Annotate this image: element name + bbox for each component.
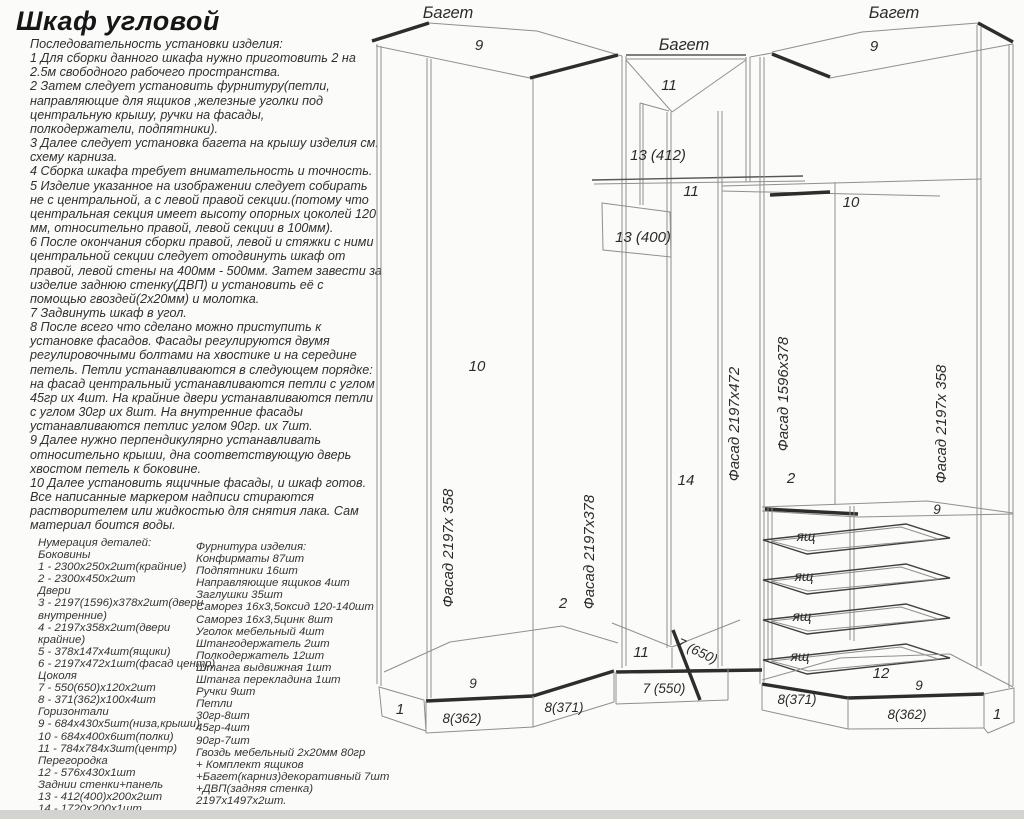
text-line: установке фасадов. Фасады регулируются двумя: [30, 334, 330, 349]
base-right-9-label: 9: [915, 678, 923, 693]
text-line: 45гр их 4шт. На крайние двери устанавливаются петли: [30, 390, 373, 405]
shelf-11-label: 11: [683, 183, 699, 200]
text-line: 13 - 412(400)х200х2шт: [38, 790, 163, 803]
text-line: 1 Для сборки данного шкафа нужно приготовить 2 на: [30, 51, 356, 66]
text-line: 4 Сборка шкафа требует внимательность и точность.: [30, 164, 373, 179]
facade-right-358-label: Фасад 2197х 358: [933, 364, 950, 484]
text-line: 11 - 784х784х3шт(центр): [38, 742, 178, 755]
center-section-lines: [592, 53, 805, 668]
text-line: хвостом петель к боковине.: [30, 461, 201, 476]
text-line: Штанга выдвижная 1шт: [196, 661, 332, 674]
text-line: внутренние): [38, 609, 107, 622]
text-line: 8 После всего что сделано можно приступить к: [30, 320, 322, 335]
text-line: устанавливаются петлис углом 90гр. их 7шт.: [30, 419, 313, 434]
base-left-8-362-label: 8(362): [442, 711, 482, 726]
text-line: Штангодержатель 2шт: [196, 637, 330, 650]
text-line: 7 - 550(650)х120х2шт: [38, 682, 156, 695]
facade-center-472-label: Фасад 2197х472: [726, 366, 743, 482]
text-line: 90гр-7шт: [196, 734, 250, 747]
text-line: направляющие для ящиков ,железные уголки под: [30, 93, 323, 108]
text-line: Двери: [38, 585, 71, 598]
text-line: 2 Затем следует установить фурнитуру(петли,: [30, 79, 330, 94]
text-line: центральная секция имеет высоту опорных цоколей 120: [30, 206, 376, 221]
text-line: 1 - 2300х250х2шт(крайние): [38, 561, 187, 574]
panel-13-400-label: 13 (400): [615, 229, 671, 246]
baget-label-left: Багет: [422, 4, 474, 22]
text-line: Штанга перекладина 1шт: [196, 674, 341, 687]
text-line: центральной секции следует отодвинуть шкаф от: [30, 249, 346, 264]
text-line: 10 - 684х400х6шт(полки): [38, 730, 174, 743]
roof-right-9-label: 9: [869, 38, 879, 55]
text-line: правой, левой стены на 400мм - 500мм. Затем завести за: [30, 263, 382, 278]
plinth-7-550-label: 7 (550): [642, 681, 686, 696]
partition-12-label: 12: [872, 665, 890, 682]
text-line: регулировочными болтами на хвостике и на середине: [30, 348, 357, 363]
text-line: + Комплект ящиков: [196, 758, 304, 771]
shelf-10-left-label: 10: [468, 358, 486, 375]
facade-right-1596-label: Фасад 1596х378: [775, 336, 792, 452]
text-line: Заднии стенки+панель: [38, 778, 164, 791]
text-line: Горизонтали: [38, 706, 109, 719]
text-line: Перегородка: [38, 754, 108, 767]
text-line: 6 - 2197х472х1шт(фасад центр): [38, 657, 216, 670]
text-line: Полкодержатель 12шт: [196, 649, 325, 662]
text-line: растворителем или жидкостью для снятия лака. Сам: [30, 504, 359, 519]
text-line: 2 - 2300х450х2шт: [38, 573, 136, 586]
num-2-left-label: 2: [558, 595, 568, 612]
text-line: относительно крыши, дна соответствующую дверь: [30, 447, 352, 462]
roof-center-11-label: 11: [661, 77, 677, 94]
text-line: +Багет(карниз)декоративный 7шт: [196, 770, 390, 783]
text-line: Заглушки 35шт: [196, 589, 283, 602]
roof-left-9-label: 9: [474, 37, 484, 54]
text-line: не с центральной, а с левой правой секции.(потому что: [30, 192, 369, 207]
text-line: Конфирматы 87шт: [196, 553, 305, 566]
base-right-8-362-label: 8(362): [887, 707, 927, 722]
text-line: Гвоздь мебельный 2х20мм 80гр: [196, 746, 366, 759]
plinth-7-650-label: 7 (650): [674, 635, 720, 667]
text-line: с углом 30гр их 8шт. На внутренние фасады: [30, 405, 303, 420]
text-line: помощью гвоздей(2х20мм) и молотка.: [30, 291, 260, 306]
text-line: Цоколя: [38, 670, 77, 683]
text-line: 6 После окончания сборки правой, левой и стяжки с ними: [30, 235, 374, 250]
text-line: схему карниза.: [30, 150, 118, 165]
base-left-8-371-label: 8(371): [544, 700, 584, 715]
text-line: 3 Далее следует установка багета на крышу изделия см.: [30, 136, 379, 151]
facade-left-358-label: Фасад 2197х 358: [440, 488, 457, 608]
text-line: Уголок мебельный 4шт: [196, 625, 325, 638]
right-section-lines: [718, 23, 1013, 688]
text-line: Все написанные маркером надписи стираются: [30, 490, 314, 504]
text-line: мм, относительно правой, левой секции в 100мм).: [30, 221, 334, 236]
text-line: петель. Петли устанавливаются в следующем порядке:: [30, 362, 373, 377]
text-line: полкодержатели, подпятники).: [30, 121, 219, 136]
text-line: 2197х1497х2шт.: [196, 794, 287, 807]
drawer-1-label: ящ: [796, 529, 816, 544]
drawer-2-label: ящ: [794, 569, 814, 584]
baget-label-center: Багет: [658, 36, 710, 54]
text-line: материал боится воды.: [30, 518, 176, 533]
drawer-top-9-label: 9: [933, 502, 941, 517]
facade-left-378-label: Фасад 2197х378: [581, 494, 598, 610]
drawer-4-label: ящ: [790, 649, 810, 664]
text-line: на фасад центральный устанавливаются петли с углом: [30, 376, 375, 391]
panel-13-412-label: 13 (412): [630, 147, 686, 164]
text-line: 4 - 2197х358х2шт(двери: [38, 621, 171, 634]
text-line: крайние): [38, 633, 86, 646]
page-title: Шкаф угловой: [16, 6, 220, 36]
text-line: Саморез 16х3,5оксид 120-140шт: [196, 601, 374, 614]
scan-bottom-edge: [0, 810, 1024, 819]
text-line: 10 Далее установить ящичные фасады, и шкаф готов.: [30, 475, 367, 490]
text-line: 8 - 371(362)х100х4шт: [38, 694, 156, 707]
base-right-8-371-label: 8(371): [777, 692, 817, 707]
text-line: 9 Далее нужно перпендикулярно устанавливать: [30, 433, 322, 448]
text-line: 45гр-4шт: [196, 722, 250, 735]
text-line: +ДВП(задняя стенка): [196, 782, 314, 795]
text-line: Боковины: [38, 549, 91, 562]
drawer-3-label: ящ: [792, 609, 812, 624]
base-left-9-label: 9: [469, 676, 477, 691]
num-14-label: 14: [677, 472, 695, 489]
text-line: 30гр-8шт: [196, 710, 250, 723]
side-left-1-label: 1: [395, 701, 405, 718]
text-line: изделие заднюю стенку(ДВП) и установить её с: [30, 277, 324, 292]
text-line: 5 Изделие указанное на изображении следует собирать: [30, 178, 368, 193]
text-line: центральную крышу, ручки на фасады,: [30, 107, 265, 122]
shelf-10-right-label: 10: [842, 194, 860, 211]
bottom-11-label: 11: [633, 644, 649, 661]
text-line: 3 - 2197(1596)х378х2шт(двери: [38, 597, 204, 610]
text-line: 7 Задвинуть шкаф в угол.: [30, 305, 187, 320]
num-2-right-label: 2: [786, 470, 796, 487]
text-line: Нумерация деталей:: [38, 537, 152, 549]
text-line: Петли: [196, 698, 233, 711]
text-line: Направляющие ящиков 4шт: [196, 577, 350, 590]
text-line: 2.5м свободного рабочего пространства.: [30, 65, 281, 80]
text-line: Последовательность установки изделия:: [30, 37, 283, 51]
text-line: Саморез 16х3,5цинк 8шт: [196, 613, 333, 626]
text-line: 5 - 378х147х4шт(ящики): [38, 645, 171, 658]
side-right-1-label: 1: [992, 706, 1002, 723]
baget-label-right: Багет: [868, 4, 920, 22]
text-line: Ручки 9шт: [196, 686, 256, 699]
text-line: 9 - 684х430х5шт(низа,крыши): [38, 718, 200, 731]
text-line: 12 - 576х430х1шт: [38, 766, 136, 779]
text-line: Фурнитура изделия:: [196, 541, 307, 553]
text-line: Подпятники 16шт: [196, 565, 298, 578]
